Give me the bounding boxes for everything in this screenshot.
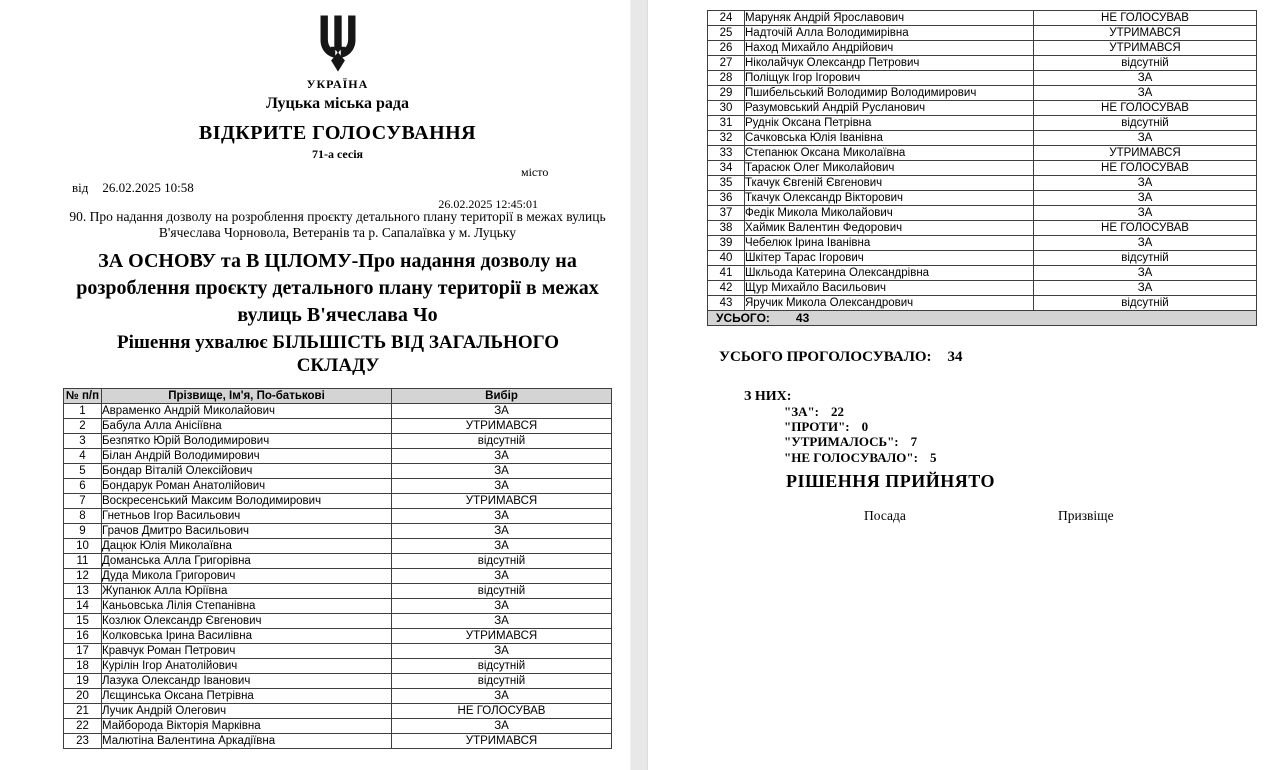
vote-value: УТРИМАВСЯ bbox=[392, 419, 612, 434]
deputy-name: Яручик Микола Олександрович bbox=[745, 296, 1034, 311]
vote-breakdown-line bbox=[784, 404, 936, 419]
vote-value: відсутній bbox=[392, 674, 612, 689]
table-row bbox=[708, 41, 1257, 56]
vote-value: ЗА bbox=[1034, 266, 1257, 281]
table-row bbox=[708, 251, 1257, 266]
vote-value: ЗА bbox=[1034, 131, 1257, 146]
table-row bbox=[64, 689, 612, 704]
deputy-name: Колковська Ірина Василівна bbox=[102, 629, 392, 644]
row-number: 2 bbox=[64, 419, 102, 434]
row-number: 9 bbox=[64, 524, 102, 539]
signed-datetime: 26.02.2025 12:45:01 bbox=[438, 197, 538, 211]
deputy-name: Руднік Оксана Петрівна bbox=[745, 116, 1034, 131]
row-number: 19 bbox=[64, 674, 102, 689]
vote-value: відсутній bbox=[392, 554, 612, 569]
deputy-name: Білан Андрій Володимирович bbox=[102, 449, 392, 464]
table-row bbox=[708, 11, 1257, 26]
agenda-item-line2: В'ячеслава Чорновола, Ветеранів та р. Сапалаївка у м. Луцьку bbox=[158, 225, 517, 240]
row-number: 40 bbox=[708, 251, 745, 266]
deputy-name: Разумовський Андрій Русланович bbox=[745, 101, 1034, 116]
row-number: 32 bbox=[708, 131, 745, 146]
vote-value: ЗА bbox=[1034, 86, 1257, 101]
row-number: 23 bbox=[64, 734, 102, 749]
table-row bbox=[64, 494, 612, 509]
table-row bbox=[64, 434, 612, 449]
table-row bbox=[708, 56, 1257, 71]
signature-position-label: Посада bbox=[864, 508, 906, 523]
table-row bbox=[708, 26, 1257, 41]
deputy-name: Тарасюк Олег Миколайович bbox=[745, 161, 1034, 176]
city-label: місто bbox=[521, 165, 549, 179]
table-row bbox=[64, 479, 612, 494]
row-number: 30 bbox=[708, 101, 745, 116]
row-number: 10 bbox=[64, 539, 102, 554]
page-gutter bbox=[630, 0, 648, 770]
vote-value: УТРИМАВСЯ bbox=[392, 494, 612, 509]
table-header-row bbox=[64, 389, 612, 404]
vote-value: відсутній bbox=[1034, 116, 1257, 131]
deputy-name: Жупанюк Алла Юріївна bbox=[102, 584, 392, 599]
row-number: 24 bbox=[708, 11, 745, 26]
table-row bbox=[64, 674, 612, 689]
deputy-name: Надточій Алла Володимирівна bbox=[745, 26, 1034, 41]
vote-breakdown-line bbox=[784, 450, 936, 465]
vote-value: відсутній bbox=[392, 659, 612, 674]
row-number: 4 bbox=[64, 449, 102, 464]
deputy-name: Степанюк Оксана Миколаївна bbox=[745, 146, 1034, 161]
vote-value: відсутній bbox=[392, 434, 612, 449]
deputy-name: Хаймик Валентин Федорович bbox=[745, 221, 1034, 236]
total-voted-value: 34 bbox=[947, 349, 963, 365]
table-row bbox=[64, 644, 612, 659]
table-row bbox=[708, 101, 1257, 116]
table-row bbox=[64, 599, 612, 614]
vote-value: ЗА bbox=[1034, 236, 1257, 251]
table-row bbox=[708, 86, 1257, 101]
deputy-name: Сачковська Юлія Іванівна bbox=[745, 131, 1034, 146]
row-number: 8 bbox=[64, 509, 102, 524]
from-label: від bbox=[72, 180, 89, 195]
row-number: 12 bbox=[64, 569, 102, 584]
table-row bbox=[708, 236, 1257, 251]
vote-value: ЗА bbox=[392, 614, 612, 629]
from-datetime: 26.02.2025 10:58 bbox=[102, 180, 194, 195]
deputy-name: Федік Микола Миколайович bbox=[745, 206, 1034, 221]
table-row bbox=[708, 221, 1257, 236]
table-row bbox=[64, 629, 612, 644]
row-number: 1 bbox=[64, 404, 102, 419]
ukraine-trident-icon bbox=[315, 14, 361, 74]
deputy-name: Лазука Олександр Іванович bbox=[102, 674, 392, 689]
row-number: 13 bbox=[64, 584, 102, 599]
deputy-name: Майборода Вікторія Марківна bbox=[102, 719, 392, 734]
vote-value: НЕ ГОЛОСУВАВ bbox=[1034, 221, 1257, 236]
row-number: 3 bbox=[64, 434, 102, 449]
vote-value: УТРИМАВСЯ bbox=[392, 629, 612, 644]
vote-value: УТРИМАВСЯ bbox=[1034, 26, 1257, 41]
deputy-name: Дуда Микола Григорович bbox=[102, 569, 392, 584]
deputy-name: Авраменко Андрій Миколайович bbox=[102, 404, 392, 419]
deputy-name: Гнетньов Ігор Васильович bbox=[102, 509, 392, 524]
deputy-name: Бондарук Роман Анатолійович bbox=[102, 479, 392, 494]
table-row bbox=[708, 71, 1257, 86]
document-header bbox=[63, 0, 612, 162]
table-row bbox=[64, 734, 612, 749]
deputy-name: Поліщук Ігор Ігорович bbox=[745, 71, 1034, 86]
deputy-name: Щур Михайло Васильович bbox=[745, 281, 1034, 296]
agenda-item bbox=[63, 209, 612, 241]
vote-value: ЗА bbox=[1034, 71, 1257, 86]
vote-value: УТРИМАВСЯ bbox=[1034, 146, 1257, 161]
row-number: 5 bbox=[64, 464, 102, 479]
total-voted-label: УСЬОГО ПРОГОЛОСУВАЛО: bbox=[719, 349, 932, 365]
row-number: 41 bbox=[708, 266, 745, 281]
table-row bbox=[64, 539, 612, 554]
row-number: 36 bbox=[708, 191, 745, 206]
table-row bbox=[708, 131, 1257, 146]
decision-result: РІШЕННЯ ПРИЙНЯТО bbox=[786, 471, 996, 491]
deputy-name: Малютіна Валентина Аркадіївна bbox=[102, 734, 392, 749]
vote-value: ЗА bbox=[392, 539, 612, 554]
breakdown-label: "УТРИМАЛОСЬ": bbox=[784, 434, 899, 450]
vote-value: ЗА bbox=[392, 479, 612, 494]
vote-value: відсутній bbox=[1034, 296, 1257, 311]
breakdown-value: 22 bbox=[831, 404, 845, 419]
row-number: 22 bbox=[64, 719, 102, 734]
table-row bbox=[64, 524, 612, 539]
vote-value: УТРИМАВСЯ bbox=[392, 734, 612, 749]
deputy-name: Доманська Алла Григорівна bbox=[102, 554, 392, 569]
table-row bbox=[64, 449, 612, 464]
row-number: 21 bbox=[64, 704, 102, 719]
vote-start-datetime bbox=[72, 180, 194, 196]
vote-value: ЗА bbox=[392, 569, 612, 584]
deputy-name: Кравчук Роман Петрович bbox=[102, 644, 392, 659]
deputy-name: Маруняк Андрій Ярославович bbox=[745, 11, 1034, 26]
breakdown-label: "НЕ ГОЛОСУВАЛО": bbox=[784, 449, 918, 465]
row-number: 20 bbox=[64, 689, 102, 704]
row-number: 18 bbox=[64, 659, 102, 674]
vote-table-right bbox=[707, 10, 1257, 326]
row-number: 43 bbox=[708, 296, 745, 311]
row-number: 6 bbox=[64, 479, 102, 494]
deputy-name: Бондар Віталій Олексійович bbox=[102, 464, 392, 479]
deputy-name: Лєщинська Оксана Петрівна bbox=[102, 689, 392, 704]
table-row bbox=[64, 464, 612, 479]
deputy-name: Козлюк Олександр Євгенович bbox=[102, 614, 392, 629]
vote-value: НЕ ГОЛОСУВАВ bbox=[1034, 161, 1257, 176]
deputy-name: Бабула Алла Анісіївна bbox=[102, 419, 392, 434]
vote-value: ЗА bbox=[392, 509, 612, 524]
deputy-name: Шкльода Катерина Олександрівна bbox=[745, 266, 1034, 281]
table-row bbox=[708, 281, 1257, 296]
total-voted-line bbox=[719, 349, 963, 366]
vote-value: УТРИМАВСЯ bbox=[1034, 41, 1257, 56]
vote-value: ЗА bbox=[1034, 281, 1257, 296]
deputy-name: Чебелюк Ірина Іванівна bbox=[745, 236, 1034, 251]
table-row bbox=[64, 404, 612, 419]
agenda-item-line1: 90. Про надання дозволу на розроблення проєкту детального плану території в межах вулиць bbox=[69, 209, 606, 224]
row-number: 31 bbox=[708, 116, 745, 131]
row-number: 28 bbox=[708, 71, 745, 86]
table-row bbox=[64, 569, 612, 584]
row-number: 38 bbox=[708, 221, 745, 236]
vote-value: ЗА bbox=[392, 599, 612, 614]
breakdown-value: 0 bbox=[861, 419, 869, 435]
total-label: УСЬОГО: bbox=[716, 311, 770, 325]
vote-value: ЗА bbox=[392, 644, 612, 659]
row-number: 15 bbox=[64, 614, 102, 629]
row-number: 35 bbox=[708, 176, 745, 191]
header-choice: Вибір bbox=[392, 389, 612, 404]
table-row bbox=[708, 161, 1257, 176]
breakdown-value: 7 bbox=[910, 434, 918, 450]
vote-value: відсутній bbox=[1034, 251, 1257, 266]
document-title: ВІДКРИТЕ ГОЛОСУВАННЯ bbox=[198, 122, 477, 144]
table-row bbox=[708, 266, 1257, 281]
table-row bbox=[708, 176, 1257, 191]
table-row bbox=[708, 116, 1257, 131]
vote-value: ЗА bbox=[392, 719, 612, 734]
vote-value: відсутній bbox=[392, 584, 612, 599]
table-row bbox=[64, 584, 612, 599]
vote-value: ЗА bbox=[392, 449, 612, 464]
row-number: 7 bbox=[64, 494, 102, 509]
country-label: УКРАЇНА bbox=[306, 77, 369, 91]
vote-value: відсутній bbox=[1034, 56, 1257, 71]
deputy-name: Шкітер Тарас Ігорович bbox=[745, 251, 1034, 266]
table-row bbox=[64, 419, 612, 434]
table-row bbox=[64, 614, 612, 629]
row-number: 27 bbox=[708, 56, 745, 71]
vote-breakdown-line bbox=[784, 434, 936, 449]
breakdown-label: "ПРОТИ": bbox=[784, 419, 850, 435]
table-row bbox=[64, 719, 612, 734]
total-cell bbox=[708, 311, 1257, 326]
header-number: № п/п bbox=[64, 389, 102, 404]
deputy-name: Воскресенський Максим Володимирович bbox=[102, 494, 392, 509]
council-name: Луцька міська рада bbox=[265, 95, 410, 112]
deputy-name: Дацюк Юлія Миколаївна bbox=[102, 539, 392, 554]
session-label: 71-а сесія bbox=[311, 147, 364, 161]
deputy-name: Лучик Андрій Олегович bbox=[102, 704, 392, 719]
motion-title: ЗА ОСНОВУ та В ЦІЛОМУ-Про надання дозволу на розроблення проєкту детального плану території в межах вулиць В'ячеслава Чо bbox=[76, 250, 599, 326]
decision-rule: Рішення ухвалює БІЛЬШІСТЬ ВІД ЗАГАЛЬНОГО СКЛАДУ bbox=[116, 332, 560, 376]
row-number: 33 bbox=[708, 146, 745, 161]
vote-table-left bbox=[63, 388, 612, 749]
breakdown-label: "ЗА": bbox=[784, 404, 820, 419]
vote-value: ЗА bbox=[1034, 206, 1257, 221]
row-number: 39 bbox=[708, 236, 745, 251]
vote-breakdown-line bbox=[784, 419, 936, 434]
deputy-name: Пшибельський Володимир Володимирович bbox=[745, 86, 1034, 101]
row-number: 11 bbox=[64, 554, 102, 569]
deputy-name: Наход Михайло Андрійович bbox=[745, 41, 1034, 56]
total-value: 43 bbox=[795, 311, 810, 325]
row-number: 29 bbox=[708, 86, 745, 101]
table-row bbox=[64, 554, 612, 569]
breakdown-value: 5 bbox=[929, 449, 937, 465]
deputy-name: Ніколайчук Олександр Петрович bbox=[745, 56, 1034, 71]
deputy-name: Каньовська Лілія Степанівна bbox=[102, 599, 392, 614]
table-row bbox=[708, 191, 1257, 206]
row-number: 17 bbox=[64, 644, 102, 659]
row-number: 42 bbox=[708, 281, 745, 296]
vote-value: ЗА bbox=[1034, 176, 1257, 191]
row-number: 16 bbox=[64, 629, 102, 644]
vote-value: ЗА bbox=[392, 404, 612, 419]
of-them-label: З НИХ: bbox=[744, 389, 792, 404]
table-total-row bbox=[708, 311, 1257, 326]
vote-breakdown bbox=[784, 404, 936, 465]
table-row bbox=[64, 509, 612, 524]
table-row bbox=[708, 146, 1257, 161]
table-row bbox=[708, 296, 1257, 311]
table-row bbox=[64, 659, 612, 674]
vote-value: НЕ ГОЛОСУВАВ bbox=[1034, 11, 1257, 26]
row-number: 34 bbox=[708, 161, 745, 176]
table-row bbox=[64, 704, 612, 719]
row-number: 26 bbox=[708, 41, 745, 56]
deputy-name: Ткачук Олександр Вікторович bbox=[745, 191, 1034, 206]
signature-surname-label: Призвіще bbox=[1058, 508, 1114, 523]
row-number: 25 bbox=[708, 26, 745, 41]
deputy-name: Грачов Дмитро Васильович bbox=[102, 524, 392, 539]
deputy-name: Ткачук Євгеній Євгенович bbox=[745, 176, 1034, 191]
vote-value: ЗА bbox=[392, 689, 612, 704]
deputy-name: Безпятко Юрій Володимирович bbox=[102, 434, 392, 449]
row-number: 14 bbox=[64, 599, 102, 614]
header-name: Прізвище, Ім'я, По-батькові bbox=[102, 389, 392, 404]
table-row bbox=[708, 206, 1257, 221]
row-number: 37 bbox=[708, 206, 745, 221]
deputy-name: Курілін Ігор Анатолійович bbox=[102, 659, 392, 674]
vote-value: ЗА bbox=[392, 524, 612, 539]
vote-value: ЗА bbox=[392, 464, 612, 479]
vote-value: ЗА bbox=[1034, 191, 1257, 206]
vote-value: НЕ ГОЛОСУВАВ bbox=[392, 704, 612, 719]
vote-value: НЕ ГОЛОСУВАВ bbox=[1034, 101, 1257, 116]
